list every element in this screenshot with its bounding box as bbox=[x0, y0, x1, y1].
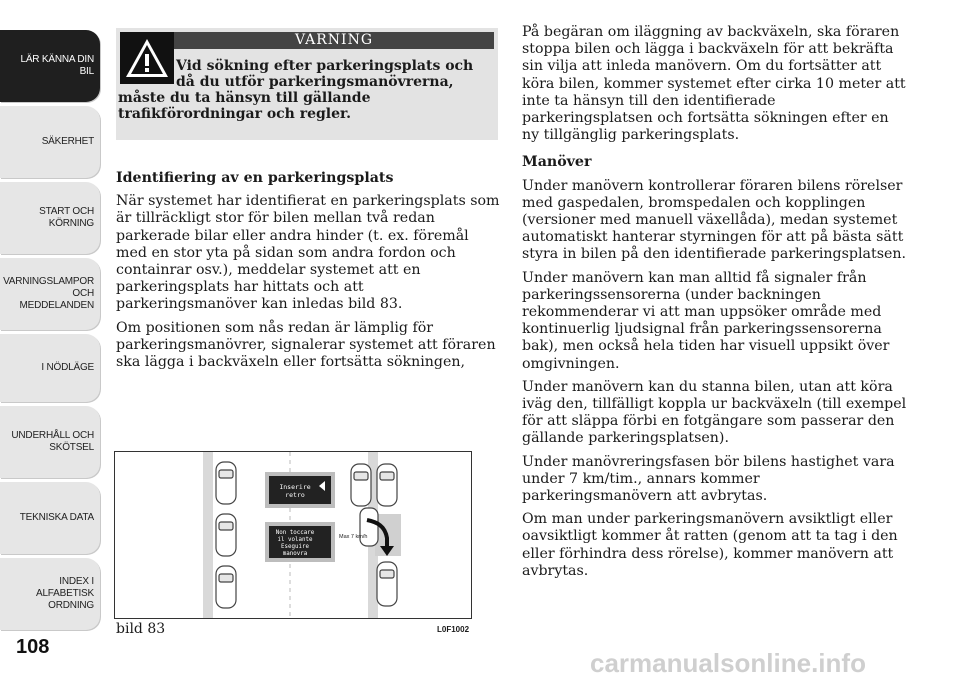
maneuvering-car bbox=[360, 508, 378, 546]
tab-sakerhet[interactable]: SÄKERHET bbox=[0, 106, 100, 178]
tab-varningslampor[interactable]: VARNINGSLAMPOR OCH MEDDELANDEN bbox=[0, 258, 100, 330]
paragraph: Under manövreringsfasen bör bilens hastighet vara under 7 km/tim., annars kommer parkeringsmanövern att avbrytas. bbox=[522, 453, 895, 505]
parked-car-left-3 bbox=[216, 566, 236, 608]
figure-caption: bild 83 bbox=[116, 621, 166, 637]
left-column bbox=[116, 170, 500, 377]
paragraph: När systemet har identifierat en parkeringsplats som är tillräckligt stor för bilen mellan två redan parkerade bilar eller andra hinder (t. ex. föremål med en stor yta på sidan som andra fordon och containrar osv.), meddelar systemet att en parkeringsplats har hittats och att parkeringsmanöver kan inledas bild 83. bbox=[116, 193, 500, 313]
tab-underhall-och-skotsel[interactable]: UNDERHÅLL OCH SKÖTSEL bbox=[0, 406, 100, 478]
figure-parking-illustration bbox=[114, 451, 472, 619]
speed-label: Max 7 km/h bbox=[339, 534, 368, 540]
section-heading-identification: Identifiering av en parkeringsplats bbox=[116, 170, 394, 186]
paragraph: Om positionen som nås redan är lämplig för parkeringsmanövrer, signalerar systemet att föraren ska lägga i backväxeln eller fortsätta sökningen, bbox=[116, 319, 496, 371]
left-curb bbox=[203, 452, 213, 618]
display1-line2: retro bbox=[285, 491, 305, 499]
parking-diagram bbox=[115, 452, 471, 618]
warning-icon bbox=[120, 32, 174, 84]
display2-line4: manovra bbox=[282, 551, 308, 557]
paragraph: På begäran om iläggning av backväxeln, ska föraren stoppa bilen och lägga i backväxeln för att bekräfta sin vilja att inleda manövern. Om du fortsätter att köra bilen, kommer systemet efter cirka 10 meter att inte ta hänsyn till den identifierade parkeringsplatsen och fortsätta sökningen efter en ny tillgänglig parkeringsplats. bbox=[522, 24, 906, 144]
paragraph: Om man under parkeringsmanövern avsiktligt eller oavsiktligt kommer åt ratten (genom att ta tag i den eller förhindra dess rörelse), kommer manövern att avbrytas. bbox=[522, 511, 898, 579]
display2-line3: Eseguire bbox=[281, 544, 309, 550]
section-heading-manover: Manöver bbox=[522, 154, 592, 171]
parked-car-left-2 bbox=[216, 514, 236, 556]
warning-text-1: Vid sökning efter parkeringsplats och då du utför parkeringsmanövrerna, bbox=[176, 58, 474, 90]
display2-line1: Non toccare bbox=[275, 530, 315, 536]
tab-i-nodlage[interactable]: I NÖDLÄGE bbox=[0, 334, 100, 402]
paragraph: Under manövern kontrollerar föraren bilens rörelser med gaspedalen, bromspedalen och kopplingen (versioner med manuell växellåda), medan systemet automatiskt hanterar styrningen för att på bästa sätt styra in bilen på den identifierade parkeringsplatsen. bbox=[522, 177, 907, 263]
display1-line1: Inserire bbox=[279, 483, 311, 491]
warning-box bbox=[116, 28, 498, 140]
display2-line2: il volante bbox=[277, 537, 313, 543]
right-column bbox=[522, 24, 910, 586]
tab-tekniska-data[interactable]: TEKNISKA DATA bbox=[0, 482, 100, 554]
tab-start-och-korning[interactable]: START OCH KÖRNING bbox=[0, 182, 100, 254]
parked-car-right-1 bbox=[351, 464, 371, 506]
parked-car-right-3 bbox=[377, 562, 397, 606]
figure-code: L0F1002 bbox=[437, 625, 470, 634]
page-number: 108 bbox=[16, 636, 50, 658]
warning-text-2: måste du ta hänsyn till gällande trafikförordningar och regler. bbox=[118, 90, 371, 122]
tab-index[interactable]: INDEX I ALFABETISK ORDNING bbox=[0, 558, 100, 630]
parked-car-right-2 bbox=[377, 464, 397, 506]
watermark: carmanualsonline.info bbox=[590, 648, 866, 678]
parked-car-left-1 bbox=[216, 462, 236, 504]
paragraph: Under manövern kan du stanna bilen, utan att köra iväg den, tillfälligt koppla ur backväxeln (till exempel för att släppa förbi en fotgängare som passerar den gällande parkeringsplatsen). bbox=[522, 378, 907, 447]
tab-lar-kanna-din-bil[interactable]: LÄR KÄNNA DIN BIL bbox=[0, 30, 100, 102]
warning-heading: VARNING bbox=[174, 32, 494, 49]
paragraph: Under manövern kan man alltid få signaler från parkeringssensorerna (under backningen rekommenderar vi att man uppsöker område med kontinuerlig ljudsignal från parkeringssensorerna bak), men också hela tiden har visuell uppsikt över omgivningen. bbox=[522, 269, 890, 372]
